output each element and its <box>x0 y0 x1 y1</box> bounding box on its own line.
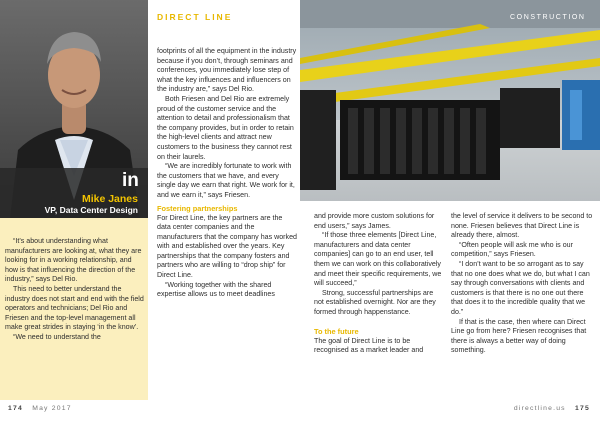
article-column-2 <box>314 212 444 356</box>
paragraph: and provide more custom solutions for end users,” says James. <box>314 212 435 230</box>
footer-left <box>8 405 72 412</box>
sidebar-paragraph: “We need to understand the <box>13 332 101 341</box>
paragraph: “Working together with the shared expertise allows us to meet deadlines <box>157 280 275 299</box>
footer-right <box>514 405 590 412</box>
paragraph: If that is the case, then where can Direct Line go from here? Friesen recognises that there is always a better way of doing something. <box>451 317 587 355</box>
article-column-1 <box>157 47 297 300</box>
sidebar-paragraph: This need to better understand the industry does not start and end with the field operators and technicians; Del Rio and Friesen and the top-level management all make great strides in staying ‘in the know’. <box>5 284 144 332</box>
article-column-3 <box>451 212 596 356</box>
data-center-photo <box>300 0 600 201</box>
section-label: CONSTRUCTION <box>510 14 586 21</box>
sidebar-paragraph: “It’s about understanding what manufacturers are looking at, what they are looking for in a working relationship, and how is that influencing the direction of the industry,” says Del Rio. <box>5 237 142 284</box>
paragraph: Both Friesen and Del Rio are extremely proud of the customer service and the attention to detail and professionalism that the company provides, but in order to retain the high-level clients and attract new customers to the business they cannot rest on their laurels. <box>157 94 294 161</box>
paragraph: “Often people will ask me who is our competition,” says Friesen. <box>451 240 573 259</box>
paragraph: “We are incredibly fortunate to work with the customers that we have, and every single day we earn that right. We work for it, and we earn it,” says Friesen. <box>157 162 295 199</box>
paragraph: the level of service it delivers to be second to none. Friesen believes that Direct Line is already there, almost. <box>451 212 593 240</box>
paragraph: Strong, successful partnerships are not established overnight. Nor are they formed through happenstance. <box>314 288 436 316</box>
page-number-left: 174 <box>8 405 23 412</box>
paragraph: footprints of all the equipment in the industry because if you don’t, through seminars and conferences, you immediately lose step of what the key influences and influencers on the industry are,” says Del Rio. <box>157 47 297 94</box>
section-heading: To the future <box>314 326 359 336</box>
page-number-right: 175 <box>575 405 590 412</box>
paragraph: The goal of Direct Line is to be recognised as a market leader and <box>314 336 424 355</box>
issue-date: May 2017 <box>32 405 72 412</box>
website: directline.us <box>513 405 566 412</box>
paragraph: “If those three elements [Direct Line, manufacturers and data center companies] can go to an end user, tell them we can work on this collaboratively and meet their specific requirements, we will succeed,” <box>314 231 442 288</box>
profile-name: Mike Janes <box>81 193 138 205</box>
sidebar-text <box>5 237 145 343</box>
paragraph: “I don’t want to be so arrogant as to say that no one does what we do, but what I can say through conversations with clients and customers is that there is no one out there that does it to the incredible quality that we do.” <box>451 259 590 316</box>
brand-header: DIRECT LINE <box>157 12 233 22</box>
paragraph: For Direct Line, the key partners are the data center companies and the manufacturers that the company has worked with and established over the years. Key partnerships that the company fosters and partners who are willing to “drop ship” for Direct Line. <box>157 213 297 280</box>
section-heading: Fostering partnerships <box>157 203 238 213</box>
linkedin-icon[interactable]: in <box>122 170 139 191</box>
profile-role: VP, Data Center Design <box>44 205 138 215</box>
